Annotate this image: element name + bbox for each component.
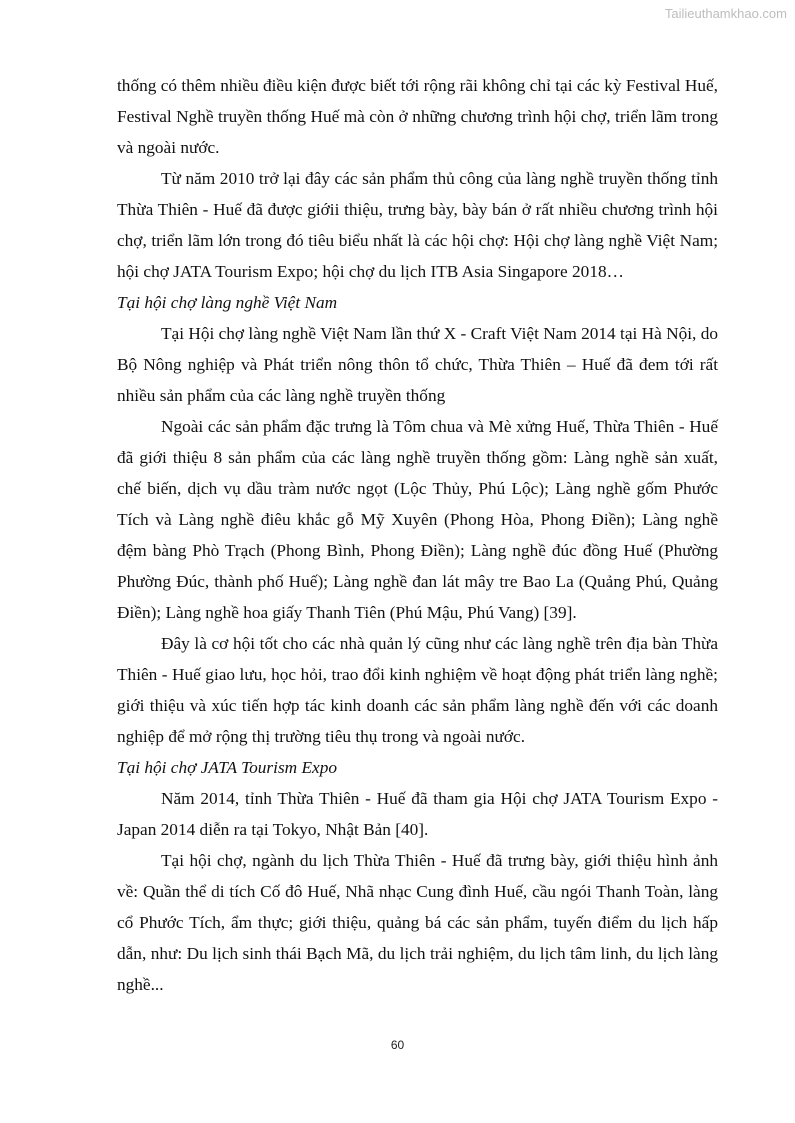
page-number: 60 [390, 1038, 405, 1052]
section-heading-vietnam-fair: Tại hội chợ làng nghề Việt Nam [117, 293, 338, 312]
watermark: Tailieuthamkhao.com [664, 6, 787, 21]
section-heading-jata-expo: Tại hội chợ JATA Tourism Expo [117, 758, 337, 777]
paragraph: Năm 2014, tỉnh Thừa Thiên - Huế đã tham gia Hội chợ JATA Tourism Expo - Japan 2014 diễn ra tại Tokyo, Nhật Bản [40]. [117, 789, 718, 839]
document-body [117, 70, 718, 1000]
paragraph: Đây là cơ hội tốt cho các nhà quản lý cũng như các làng nghề trên địa bàn Thừa Thiên - Huế giao lưu, học hỏi, trao đổi kinh nghiệm về hoạt động phát triển làng nghề; giới thiệu và xúc tiến hợp tác kinh doanh các sản phẩm làng nghề đến với các doanh nghiệp để mở rộng thị trường tiêu thụ trong và ngoài nước. [117, 634, 718, 746]
paragraph: Ngoài các sản phẩm đặc trưng là Tôm chua và Mè xửng Huế, Thừa Thiên - Huế đã giới thiệu 8 sản phẩm của các làng nghề truyền thống gồm: Làng nghề sản xuất, chế biến, dịch vụ dầu tràm nước ngọt (Lộc Thủy, Phú Lộc); Làng nghề gốm Phước Tích và Làng nghề điêu khắc gỗ Mỹ Xuyên (Phong Hòa, Phong Điền); Làng nghề đệm bàng Phò Trạch (Phong Bình, Phong Điền); Làng nghề đúc đồng Huế (Phường Phường Đúc, thành phố Huế); Làng nghề đan lát mây tre Bao La (Quảng Phú, Quảng Điền); Làng nghề hoa giấy Thanh Tiên (Phú Mậu, Phú Vang) [39]. [117, 417, 718, 622]
paragraph-continuation: thống có thêm nhiều điều kiện được biết tới rộng rãi không chỉ tại các kỳ Festival Huế, Festival Nghề truyền thống Huế mà còn ở những chương trình hội chợ, triển lãm trong và ngoài nước. [117, 76, 718, 157]
paragraph: Tại hội chợ, ngành du lịch Thừa Thiên - Huế đã trưng bày, giới thiệu hình ảnh về: Quần thể di tích Cố đô Huế, Nhã nhạc Cung đình Huế, cầu ngói Thanh Toàn, làng cổ Phước Tích, ẩm thực; giới thiệu, quảng bá các sản phẩm, tuyến điểm du lịch hấp dẫn, như: Du lịch sinh thái Bạch Mã, du lịch trải nghiệm, du lịch tâm linh, du lịch làng nghề... [117, 851, 718, 994]
paragraph: Tại Hội chợ làng nghề Việt Nam lần thứ X - Craft Việt Nam 2014 tại Hà Nội, do Bộ Nông nghiệp và Phát triển nông thôn tổ chức, Thừa Thiên – Huế đã đem tới rất nhiều sản phẩm của các làng nghề truyền thống [117, 324, 718, 405]
paragraph: Từ năm 2010 trở lại đây các sản phẩm thủ công của làng nghề truyền thống tỉnh Thừa Thiên - Huế đã được giớii thiệu, trưng bày, bày bán ở rất nhiều chương trình hội chợ, triển lãm lớn trong đó tiêu biểu nhất là các hội chợ: Hội chợ làng nghề Việt Nam; hội chợ JATA Tourism Expo; hội chợ du lịch ITB Asia Singapore 2018… [117, 169, 718, 281]
